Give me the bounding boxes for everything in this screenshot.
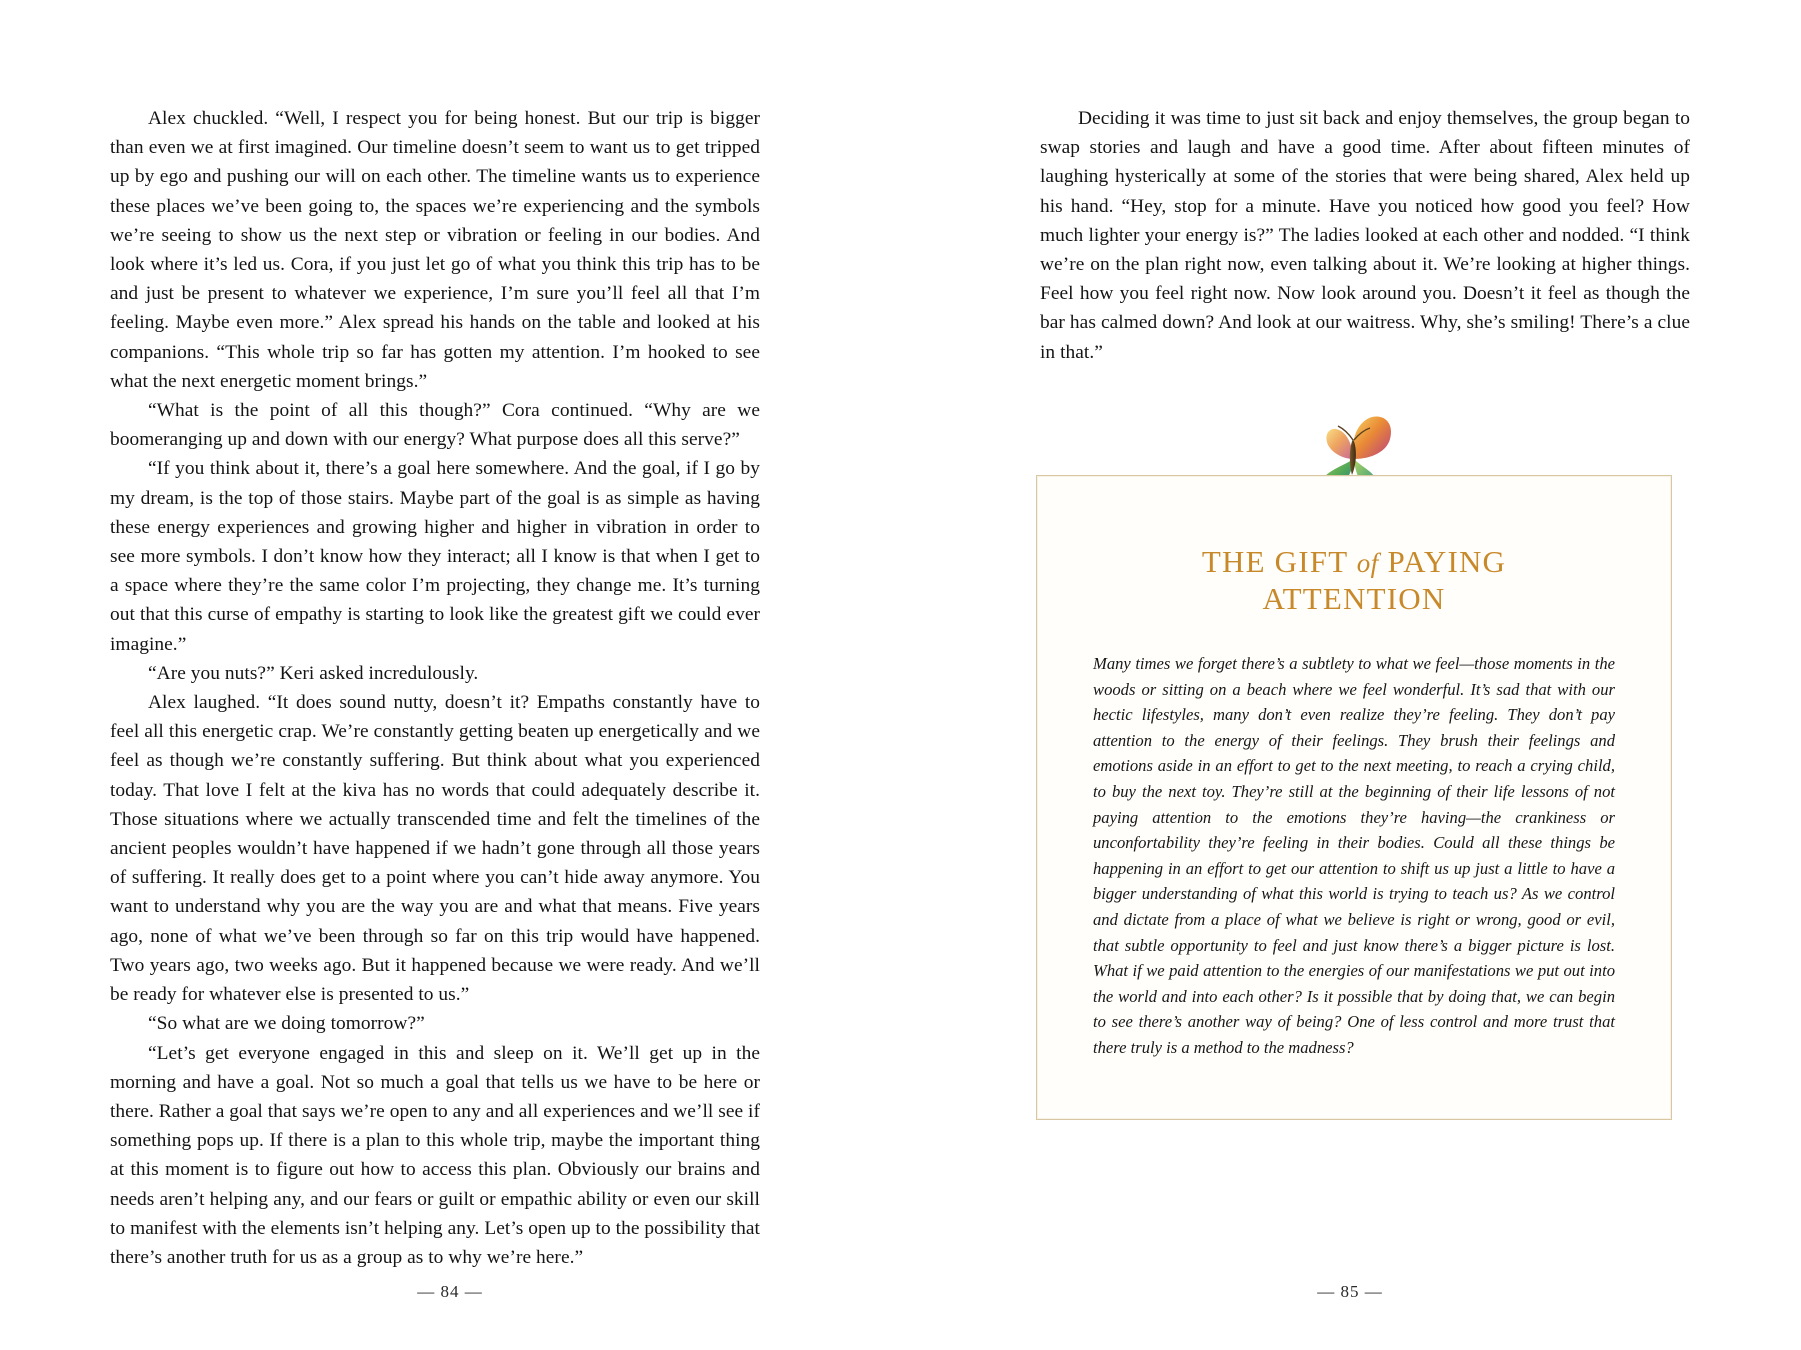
- paragraph: “Let’s get everyone engaged in this and sleep on it. We’ll get up in the morning and have a goal. Not so much a goal that tells us we have to be here or there. Rather a goal that says we’re open to any and all experiences and we’ll see if something pops up. If there is a plan to this whole trip, maybe the important thing at this moment is to figure out how to access this plan. Obviously our brains and needs aren’t helping any, and our fears or guilt or empathic ability or even our skill to manifest with the elements isn’t helping any. Let’s open up to the possibility that there’s another truth for us as a group as to why we’re here.”: [110, 1042, 760, 1268]
- left-page-body: [110, 104, 760, 1272]
- page-number-right: — 85 —: [1317, 1282, 1383, 1301]
- callout-title: [1093, 544, 1615, 617]
- callout-title-part1: THE GIFT: [1201, 544, 1348, 579]
- right-page: [900, 0, 1800, 1350]
- right-page-body: [1040, 104, 1690, 367]
- callout-title-of: of: [1356, 548, 1379, 578]
- paragraph: Alex laughed. “It does sound nutty, doesn’t it? Empaths constantly have to feel all this energetic crap. We’re constantly getting beaten up energetically and we feel as though we’re constantly suffering. But think about what you experienced today. That love I felt at the kiva has no words that could adequately describe it. Those situations where we actually transcended time and felt the timelines of the ancient peoples wouldn’t have happened if we hadn’t gone through all those years of suffering. It really does get to a point where you can’t hide away anymore. You want to understand why you are the way you are and what that means. Five years ago, none of what we’ve been through so far on this trip would have happened. Two years ago, two weeks ago. But it happened because we were ready. And we’ll be ready for whatever else is presented to us.”: [110, 692, 760, 1006]
- paragraph: Alex chuckled. “Well, I respect you for being honest. But our trip is bigger than even we at first imagined. Our timeline doesn’t seem to want us to get tripped up by ego and pushing our will on each other. The timeline wants us to experience these places we’ve been going to, the spaces we’re experiencing and the symbols we’re seeing to show us the next step or vibration or feeling in our bodies. And look where it’s led us. Cora, if you just let go of what you think this trip has to be and just be present to whatever we experience, I’m sure you’ll feel all that I’m feeling. Maybe even more.” Alex spread his hands on the table and looked at his companions. “This whole trip so far has gotten my attention. I’m hooked to see what the next energetic moment brings.”: [110, 108, 760, 392]
- callout-body: [1093, 651, 1615, 1061]
- paragraph: Deciding it was time to just sit back and enjoy themselves, the group began to swap stories and laugh and have a good time. After about fifteen minutes of laughing hysterically at some of the stories that were being shared, Alex held up his hand. “Hey, stop for a minute. Have you noticed how good you feel? How much lighter your energy is?” The ladies looked at each other and nodded. “I think we’re on the plan right now, even talking about it. We’re looking at higher things. Feel how you feel right now. Now look around you. Doesn’t it feel as though the bar has calmed down? And look at our waitress. Why, she’s smiling! There’s a clue in that.”: [1040, 108, 1690, 363]
- page-number-left: — 84 —: [417, 1282, 483, 1301]
- paragraph: “Are you nuts?” Keri asked incredulously.: [148, 662, 479, 684]
- callout-title-part2: PAYING: [1387, 544, 1507, 579]
- callout-title-line2: ATTENTION: [1262, 581, 1446, 616]
- sidebar-callout: [1036, 475, 1672, 1120]
- sidebar-callout-wrap: [1036, 475, 1672, 1120]
- paragraph: “What is the point of all this though?” Cora continued. “Why are we boomeranging up and down with our energy? What purpose does all this serve?”: [110, 400, 760, 451]
- callout-paragraph: Many times we forget there’s a subtlety to what we feel—those moments in the woods or sitting on a beach where we feel wonderful. It’s sad that with our hectic lifestyles, many don’t even realize they’re feeling. They don’t pay attention to the energy of their feelings. They brush their feelings and emotions aside in an effort to get to the next meeting, to reach a crying child, to buy the next toy. They’re still at the beginning of their life lessons of not paying attention to the emotions they’re having—the crankiness or unconfortability they’re feeling in their bodies. Could all these things be happening in an effort to get our attention to shift us up just a little to have a bigger understanding of what this world is trying to teach us? As we control and dictate from a place of what we believe is right or wrong, good or evil, that subtle opportunity to feel and just know there’s a bigger picture is lost. What if we paid attention to the energies of our manifestations we put out into the world and into each other? Is it possible that by doing that, we can begin to see there’s another way of being? One of less control and more trust that there truly is a method to the madness?: [1093, 654, 1615, 1057]
- paragraph: “If you think about it, there’s a goal here somewhere. And the goal, if I go by my dream, is the top of those stairs. Maybe part of the goal is as simple as having these energy experiences and growing higher and higher in vibration in order to see more symbols. I don’t know how they interact; all I know is that when I get to a space where they’re the same color I’m projecting, they change me. It’s turning out that this curse of empathy is starting to look like the greatest gift we could ever imagine.”: [110, 458, 760, 655]
- paragraph: “So what are we doing tomorrow?”: [148, 1013, 425, 1035]
- left-page: [0, 0, 900, 1350]
